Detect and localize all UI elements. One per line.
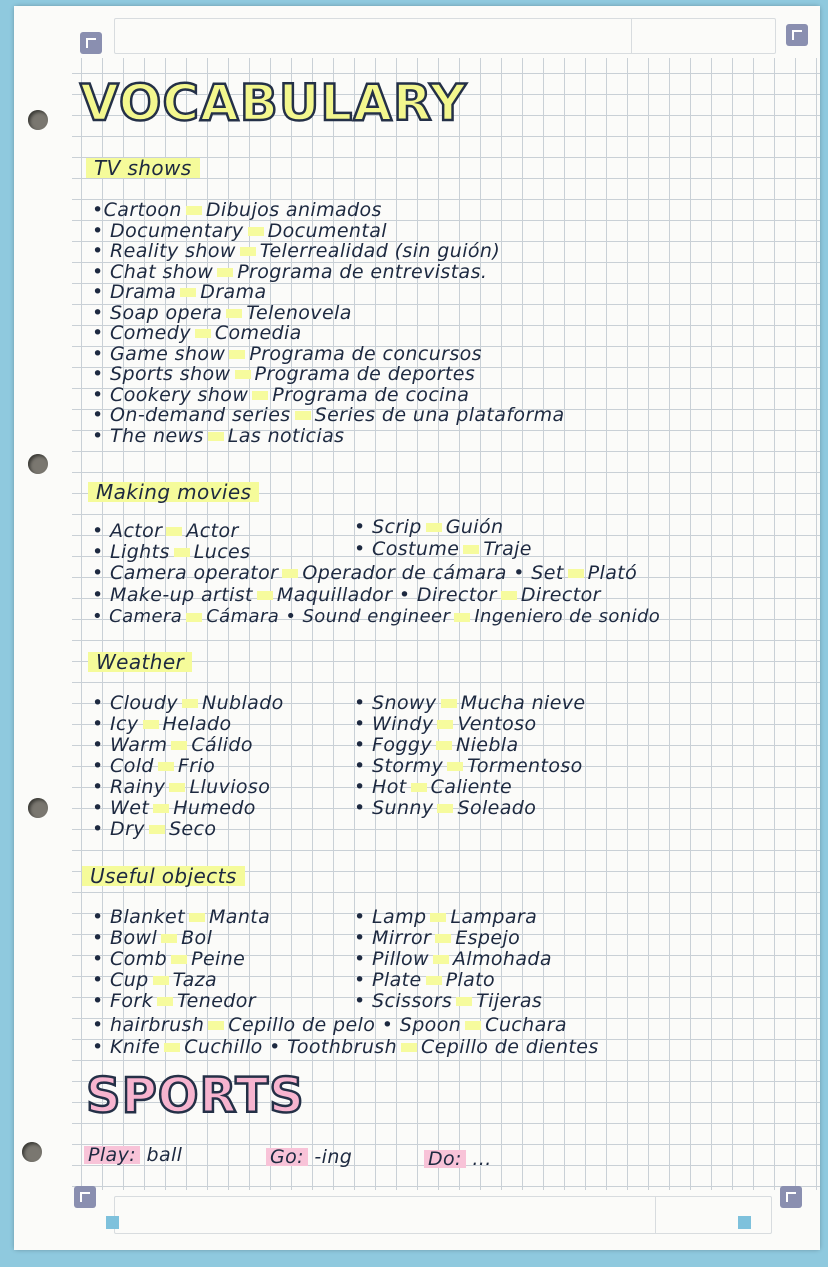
vocab-entry <box>92 797 256 819</box>
english-term: • Actor <box>92 520 163 542</box>
spanish-term: Tenedor <box>177 990 256 1012</box>
spanish-term: Cálido <box>191 734 253 756</box>
english-term: • Cup <box>92 969 149 991</box>
english-term: • Scrip <box>354 516 422 538</box>
section-heading-tv <box>86 156 200 180</box>
highlight-dash <box>257 591 273 600</box>
spanish-term: Tijeras <box>476 990 543 1012</box>
vocab-entry <box>354 692 586 714</box>
english-term: • Game show <box>92 342 226 365</box>
corner-bracket-icon <box>80 32 102 54</box>
highlight-dash <box>153 804 169 813</box>
vocab-entry <box>354 797 536 819</box>
spanish-term: Lluvioso <box>189 776 271 798</box>
sports-do <box>424 1148 492 1170</box>
vocab-entry <box>92 584 601 606</box>
spanish-term: Taza <box>172 969 218 991</box>
highlight-dash <box>430 913 446 922</box>
english-term: • Scissors <box>354 990 453 1012</box>
vocab-entry <box>92 363 475 385</box>
highlight-dash <box>437 720 453 729</box>
highlight-dash <box>441 699 457 708</box>
highlight-dash <box>195 329 211 338</box>
vocab-entry <box>354 713 536 735</box>
highlight-dash <box>226 309 242 318</box>
highlight-dash <box>186 613 202 622</box>
highlight-dash <box>435 934 451 943</box>
highlight-dash <box>208 1021 224 1030</box>
play-value: ball <box>146 1144 183 1166</box>
english-term: • Director <box>398 584 497 606</box>
sports-title: SPORTS <box>86 1068 305 1124</box>
corner-bracket-icon <box>786 24 808 46</box>
english-term: • Comb <box>92 948 168 970</box>
highlight-dash <box>171 955 187 964</box>
english-term: • Hot <box>354 776 407 798</box>
spanish-term: Telerrealidad (sin guión) <box>259 240 501 262</box>
spanish-term: Actor <box>186 520 239 542</box>
spanish-term: Programa de deportes <box>254 363 476 385</box>
english-term: • Lamp <box>354 906 427 928</box>
corner-square-icon <box>106 1216 119 1229</box>
vocab-entry <box>354 734 519 756</box>
highlight-dash <box>426 976 442 985</box>
highlight-dash <box>456 997 472 1006</box>
vocab-entry <box>92 520 239 542</box>
spanish-term: Plató <box>587 562 638 584</box>
vocab-entry <box>92 990 256 1012</box>
english-term: • Wet <box>92 797 150 819</box>
english-term: • Drama <box>92 281 177 303</box>
english-term: • Cloudy <box>92 692 178 714</box>
notebook-page <box>14 6 820 1250</box>
highlight-dash <box>282 569 298 578</box>
vocab-entry <box>92 220 387 242</box>
spanish-term: Mucha nieve <box>460 692 586 714</box>
vocab-entry <box>92 322 302 344</box>
spanish-term: Niebla <box>455 734 519 756</box>
english-term: • Make-up artist <box>92 584 253 606</box>
english-term: • Rainy <box>92 776 166 798</box>
binder-hole <box>22 1142 42 1162</box>
english-term: • Fork <box>92 990 154 1012</box>
do-label: Do: <box>424 1148 466 1170</box>
vocab-entry <box>92 948 245 970</box>
spanish-term: Cepillo de dientes <box>421 1036 599 1058</box>
sports-go <box>266 1146 352 1168</box>
highlight-dash <box>463 545 479 554</box>
vocab-entry <box>92 927 212 949</box>
vocab-entry <box>354 906 537 928</box>
spanish-term: Las noticias <box>227 424 345 447</box>
vocab-entry <box>92 199 382 221</box>
vocab-entry <box>92 713 232 735</box>
spanish-term: Cuchillo <box>184 1036 263 1058</box>
highlight-dash <box>240 247 256 256</box>
english-term: • Camera operator <box>92 562 279 584</box>
highlight-dash <box>166 527 182 536</box>
highlight-dash <box>153 976 169 985</box>
highlight-dash <box>169 783 185 792</box>
highlight-dash <box>411 783 427 792</box>
english-term: • Spoon <box>381 1014 462 1036</box>
highlight-dash <box>182 699 198 708</box>
spanish-term: Ventoso <box>457 713 537 735</box>
vocab-entry <box>354 776 512 798</box>
highlight-dash <box>174 548 190 557</box>
highlight-dash <box>164 1043 180 1052</box>
english-term: • Snowy <box>354 692 437 714</box>
english-term: • Warm <box>92 734 168 756</box>
english-term: • Lights <box>92 541 170 563</box>
highlight-dash <box>433 955 449 964</box>
highlight-dash <box>501 591 517 600</box>
vocab-entry <box>92 776 270 798</box>
vocab-entry <box>92 692 284 714</box>
english-term: • Camera <box>92 606 183 627</box>
spanish-term: Frio <box>177 755 216 777</box>
spanish-term: Maquillador <box>276 584 393 606</box>
vocab-entry <box>92 343 482 365</box>
highlight-dash <box>158 762 174 771</box>
english-term: • Costume <box>354 538 460 560</box>
corner-bracket-icon <box>780 1186 802 1208</box>
highlight-dash <box>436 741 452 750</box>
english-term: • Sound engineer <box>285 606 451 627</box>
spanish-term: Peine <box>191 948 246 970</box>
header-box <box>114 18 776 54</box>
section-heading-weather <box>88 650 192 674</box>
spanish-term: Cámara <box>206 606 280 627</box>
vocab-entry <box>92 1014 567 1036</box>
vocab-entry <box>354 516 503 538</box>
highlight-dash <box>447 762 463 771</box>
vocab-entry <box>92 906 270 928</box>
spanish-term: Manta <box>209 906 271 928</box>
vocab-entry <box>92 818 216 840</box>
spanish-term: Series de una plataforma <box>314 404 565 426</box>
highlight-dash <box>426 523 442 532</box>
vocab-entry <box>92 562 637 584</box>
highlight-dash <box>161 934 177 943</box>
english-term: • Blanket <box>92 906 185 928</box>
english-term: • Reality show <box>92 240 236 262</box>
english-term: • Cookery show <box>92 383 249 406</box>
vocab-entry <box>92 541 250 563</box>
spanish-term: Traje <box>483 538 532 560</box>
binder-hole <box>28 110 48 130</box>
highlight-dash <box>217 268 233 277</box>
highlight-dash <box>465 1021 481 1030</box>
spanish-term: Soleado <box>457 797 537 819</box>
highlight-dash <box>157 997 173 1006</box>
spanish-term: Cuchara <box>485 1014 567 1036</box>
english-term: • Stormy <box>354 755 444 777</box>
english-term: • On-demand series <box>92 404 291 426</box>
english-term: • Foggy <box>354 734 432 756</box>
vocab-entry <box>92 755 215 777</box>
spanish-term: Humedo <box>173 797 256 819</box>
vocab-entry <box>92 425 344 447</box>
english-term: •Cartoon <box>92 199 182 221</box>
binder-hole <box>28 798 48 818</box>
highlight-dash <box>454 613 470 622</box>
highlight-dash <box>189 913 205 922</box>
english-term: • Comedy <box>92 322 191 344</box>
spanish-term: Documental <box>267 219 387 242</box>
vocab-entry <box>92 969 217 991</box>
vocab-entry <box>92 384 469 406</box>
spanish-term: Almohada <box>452 948 552 970</box>
english-term: • Soap opera <box>92 301 223 324</box>
vocab-entry <box>354 969 495 991</box>
highlight-dash <box>437 804 453 813</box>
english-term: • Mirror <box>354 927 432 949</box>
spanish-term: Luces <box>193 541 251 563</box>
english-term: • Icy <box>92 713 139 735</box>
highlight-dash <box>248 227 264 236</box>
spanish-term: Comedia <box>214 322 302 344</box>
highlight-dash <box>180 288 196 297</box>
vocab-entry <box>92 240 500 262</box>
section-heading-objects <box>82 864 245 888</box>
go-value: -ing <box>314 1146 353 1168</box>
vocab-entry <box>354 927 520 949</box>
section-heading-movies <box>88 480 259 504</box>
vocab-entry <box>92 606 660 627</box>
vocab-entry <box>92 734 253 756</box>
section-heading-text: Useful objects <box>82 864 245 888</box>
spanish-term: Programa de cocina <box>272 383 470 406</box>
corner-square-icon <box>738 1216 751 1229</box>
highlight-dash <box>229 350 245 359</box>
english-term: • Toothbrush <box>269 1036 398 1058</box>
page-title: VOCABULARY <box>80 74 467 132</box>
spanish-term: Director <box>520 584 601 606</box>
english-term: • Sports show <box>92 363 231 385</box>
english-term: • Knife <box>92 1036 161 1058</box>
spanish-term: Tormentoso <box>467 755 583 777</box>
sports-play <box>84 1144 182 1166</box>
highlight-dash <box>568 569 584 578</box>
highlight-dash <box>149 825 165 834</box>
vocab-entry <box>92 1036 599 1058</box>
english-term: • The news <box>92 424 204 447</box>
highlight-dash <box>295 411 311 420</box>
highlight-dash <box>252 391 268 400</box>
spanish-term: Plato <box>445 969 496 991</box>
vocab-entry <box>92 302 352 324</box>
english-term: • Plate <box>354 969 422 991</box>
vocab-entry <box>354 755 583 777</box>
left-margin <box>14 6 72 1250</box>
section-heading-text: Making movies <box>88 480 259 504</box>
spanish-term: Espejo <box>455 927 521 949</box>
english-term: • Windy <box>354 713 434 735</box>
spanish-term: Helado <box>162 713 232 735</box>
english-term: • hairbrush <box>92 1014 205 1036</box>
corner-bracket-icon <box>74 1186 96 1208</box>
english-term: • Sunny <box>354 797 434 819</box>
highlight-dash <box>401 1043 417 1052</box>
spanish-term: Nublado <box>201 692 284 714</box>
vocab-entry <box>92 281 267 303</box>
english-term: • Bowl <box>92 927 158 949</box>
section-heading-text: TV shows <box>86 156 200 180</box>
vocab-entry <box>354 990 542 1012</box>
spanish-term: Ingeniero de sonido <box>474 606 661 627</box>
go-label: Go: <box>266 1146 308 1168</box>
highlight-dash <box>186 206 202 215</box>
spanish-term: Guión <box>445 516 504 538</box>
english-term: • Documentary <box>92 219 244 242</box>
spanish-term: Bol <box>181 927 213 949</box>
spanish-term: Telenovela <box>246 301 352 324</box>
highlight-dash <box>235 370 251 379</box>
english-term: • Cold <box>92 755 154 777</box>
vocab-entry <box>92 404 565 426</box>
spanish-term: Programa de entrevistas. <box>237 260 488 283</box>
english-term: • Set <box>513 562 564 584</box>
spanish-term: Programa de concursos <box>249 342 482 365</box>
spanish-term: Seco <box>168 818 217 840</box>
highlight-dash <box>171 741 187 750</box>
english-term: • Dry <box>92 818 145 840</box>
spanish-term: Caliente <box>430 776 513 798</box>
do-value: ... <box>472 1148 492 1170</box>
binder-hole <box>28 454 48 474</box>
vocab-entry <box>92 261 487 283</box>
footer-box <box>114 1196 772 1234</box>
vocab-entry <box>354 948 552 970</box>
play-label: Play: <box>84 1144 140 1166</box>
english-term: • Chat show <box>92 260 214 283</box>
spanish-term: Lampara <box>450 906 538 928</box>
spanish-term: Dibujos animados <box>205 199 382 221</box>
spanish-term: Cepillo de pelo <box>228 1014 376 1036</box>
highlight-dash <box>208 432 224 441</box>
section-heading-text: Weather <box>88 650 192 674</box>
english-term: • Pillow <box>354 948 429 970</box>
spanish-term: Drama <box>200 281 267 303</box>
vocab-entry <box>354 538 532 560</box>
spanish-term: Operador de cámara <box>302 562 507 584</box>
highlight-dash <box>143 720 159 729</box>
